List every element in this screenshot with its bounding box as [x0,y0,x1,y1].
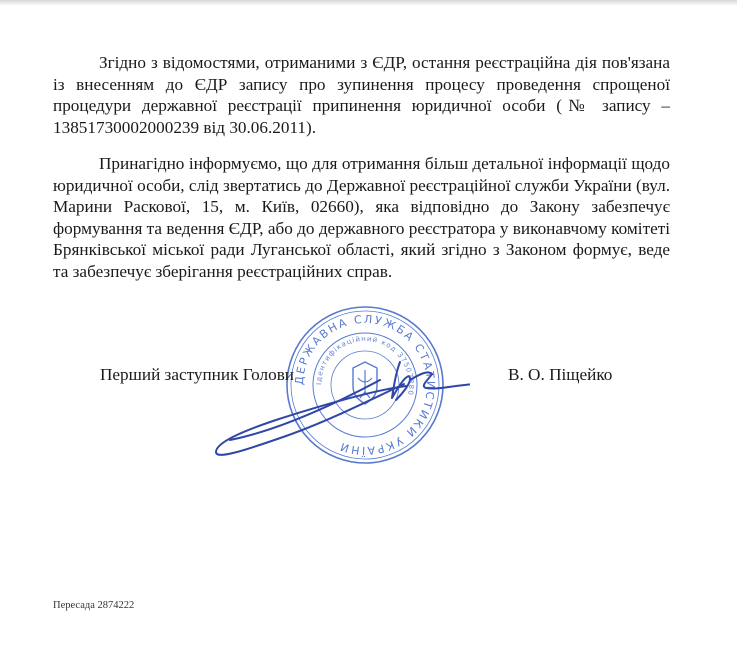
letter-paragraph-2 [53,153,670,283]
handwritten-signature [170,340,470,460]
footer-reference: Пересада 2874222 [53,600,135,611]
signatory-position: Перший заступник Голови [100,365,295,384]
page-edge [0,0,737,6]
paragraph-1-text: Згідно з відомостями, отриманими з ЄДР, остання реєстраційна дія пов'язана із внесенням до ЄДР запису про зупинення процесу проведення спрощеної процедури державної реєстрації припинення юридичної особи (№ запису – 13851730002000239 від 30.06.2011). [53,53,670,137]
paragraph-2-text: Принагідно інформуємо, що для отримання більш детальної інформації щодо юридичної особи, слід звертатись до Державної реєстраційної служби України (вул. Марини Раскової, 15, м. Київ, 02660), яка відповідно до Закону забезпечує формування та ведення ЄДР, або до державного реєстратора у виконавчому комітеті Брянківської міської ради Луганської області, який згідно з Законом формує, веде та забезпечує зберігання реєстраційних справ. [53,154,670,281]
letter-paragraph-1 [53,52,670,138]
stamp-outer-text: ДЕРЖАВНА СЛУЖБА СТАТИСТИКИ УКРАЇНИ [292,312,438,458]
stamp-inner-text: Ідентифікаційний код 37507880 [314,334,416,397]
signatory-name: В. О. Піщейко [508,365,613,384]
